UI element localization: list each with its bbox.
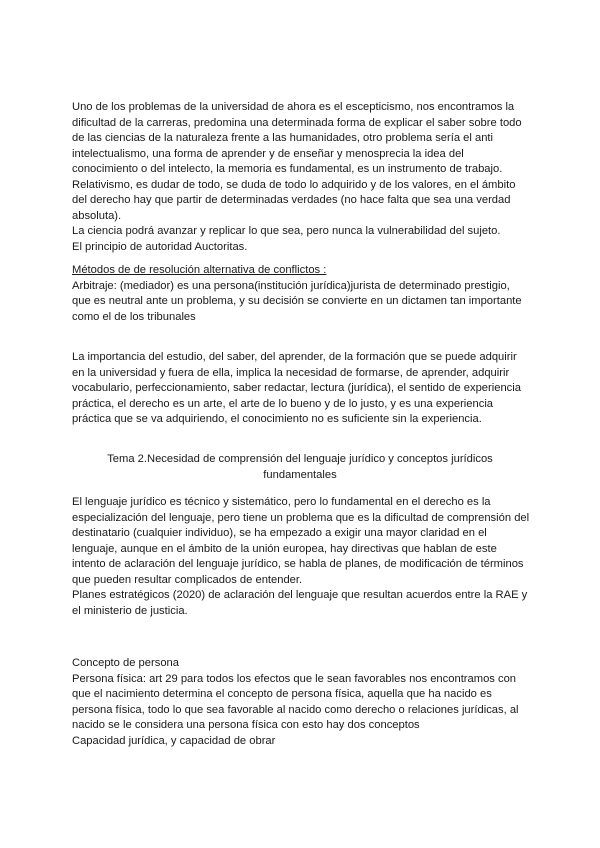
text-line: Relativismo, es dudar de todo, se duda de todo lo adquirido y de los valores, en el ámbito — [72, 178, 516, 191]
text-line: de las ciencias de la naturaleza frente a las humanidades, otro problema sería el anti — [72, 132, 494, 144]
text-line: intelectualismo, una forma de aprender y de enseñar y menosprecia la idea del — [72, 147, 464, 160]
paragraph-lenguaje-juridico — [72, 495, 532, 619]
text-line: especialización del lenguaje, pero tiene un problema que es la dificultad de comprensión del — [72, 511, 530, 524]
text-line: conocimiento o del intelecto, la memoria es fundamental, es un instrumento de trabajo. — [72, 163, 503, 175]
text-line: que es neutral ante un problema, y su decisión se convierte en un dictamen tan importante — [72, 295, 522, 307]
text-line: destinatario (cualquier individuo), se ha empezado a exigir una mayor claridad en el — [72, 527, 487, 539]
text-line: lenguaje, aunque en el ámbito de la unión europea, hay directivas que hablan de este — [72, 542, 497, 555]
text-line: Uno de los problemas de la universidad de ahora es el escepticismo, nos encontramos la — [72, 101, 515, 113]
paragraph-metodos — [72, 263, 532, 325]
text-line: el ministerio de justicia. — [72, 604, 188, 617]
text-line: Arbitraje: (mediador) es una persona(institución jurídica)jurista de determinado prestigio, — [72, 279, 510, 292]
text-line: Planes estratégicos (2020) de aclaración del lenguaje que resultan acuerdos entre la RAE y — [72, 589, 528, 601]
text-line: El principio de autoridad Auctoritas. — [72, 240, 248, 253]
section-heading: Métodos de de resolución alternativa de conflictos : — [72, 264, 327, 276]
text-line: absoluta). — [72, 209, 122, 222]
paragraph-importancia-estudio — [72, 350, 532, 428]
title-line: fundamentales — [263, 468, 337, 481]
paragraph-concepto-persona — [72, 656, 532, 749]
text-line: que el nacimiento determina el concepto de persona física, aquella que ha nacido es — [72, 688, 492, 700]
text-line: práctica que se va adquiriendo, el conocimiento no es suficiente sin la experiencia. — [72, 413, 482, 425]
text-line: La importancia del estudio, del saber, del aprender, de la formación que se puede adquirir — [72, 351, 517, 363]
text-line: vocabulario, perfeccionamiento, saber redactar, lectura (jurídica), el sentido de experiencia — [72, 382, 521, 394]
text-line: intento de aclaración del lenguaje jurídico, se habla de planes, de modificación de términos — [72, 558, 524, 570]
topic-title — [70, 452, 530, 483]
text-line: La ciencia podrá avanzar y replicar lo que sea, pero nunca la vulnerabilidad del sujeto. — [72, 225, 501, 237]
text-line: del derecho hay que partir de determinadas verdades (no hace falta que sea una verdad — [72, 194, 511, 206]
text-line: persona física, todo lo que sea favorable al nacido como derecho o relaciones jurídicas, al — [72, 703, 519, 716]
text-line: nacido se le considera una persona física con esto hay dos conceptos — [72, 719, 420, 731]
text-line: dificultad de la carreras, predomina una determinada forma de explicar el saber sobre todo — [72, 116, 522, 129]
text-line: como el de los tribunales — [72, 310, 196, 323]
text-line: que pueden resultar complicados de entender. — [72, 573, 303, 586]
text-line: práctica, el derecho es un arte, el arte de lo bueno y de lo justo, y es una experiencia — [72, 397, 494, 410]
text-line: en la universidad y fuera de ella, implica la necesidad de formarse, de aprender, adquirir — [72, 366, 510, 379]
text-line: Persona física: art 29 para todos los efectos que le sean favorables nos encontramos con — [72, 672, 517, 685]
paragraph-escepticismo — [72, 100, 532, 255]
text-line: El lenguaje jurídico es técnico y sistemático, pero lo fundamental en el derecho es la — [72, 496, 491, 508]
text-line: Capacidad jurídica, y capacidad de obrar — [72, 734, 276, 747]
title-line: Tema 2.Necesidad de comprensión del lenguaje jurídico y conceptos jurídicos — [107, 453, 493, 465]
section-heading: Concepto de persona — [72, 657, 179, 669]
